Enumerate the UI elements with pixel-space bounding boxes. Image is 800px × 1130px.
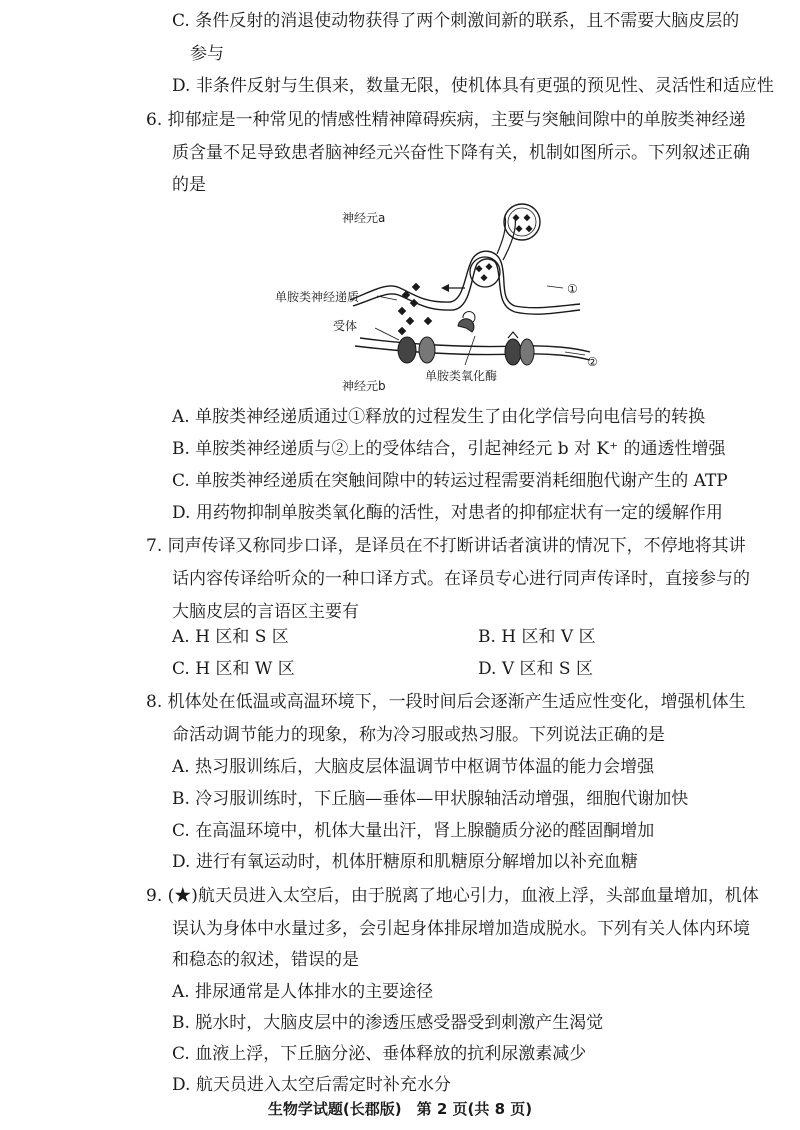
q7-stem-line2: 话内容传译给听众的一种口译方式。在译员专心进行同声传译时，直接参与的: [172, 569, 750, 589]
q9-option-c: C. 血液上浮，下丘脑分泌、垂体释放的抗利尿激素减少: [172, 1044, 587, 1064]
q8-option-b: B. 冷习服训练时，下丘脑—垂体—甲状腺轴活动增强，细胞代谢加快: [172, 789, 689, 809]
q6-option-a: A. 单胺类神经递质通过①释放的过程发生了由化学信号向电信号的转换: [172, 407, 706, 427]
q6-stem-line3: 的是: [172, 175, 206, 195]
q7-option-b: B. H 区和 V 区: [478, 627, 596, 647]
q7-option-c: C. H 区和 W 区: [172, 659, 295, 679]
q6-option-d: D. 用药物抑制单胺类氧化酶的活性，对患者的抑郁症状有一定的缓解作用: [172, 503, 723, 523]
q8-option-a: A. 热习服训练后，大脑皮层体温调节中枢调节体温的能力会增强: [172, 757, 655, 777]
q7-option-a: A. H 区和 S 区: [172, 627, 289, 647]
page-footer: 生物学试题(长郡版) 第 2 页(共 8 页): [267, 1100, 533, 1118]
label-neuron-b: 神经元b: [342, 379, 386, 393]
q7-option-d: D. V 区和 S 区: [478, 659, 593, 679]
q6-option-b: B. 单胺类神经递质与②上的受体结合，引起神经元 b 对 K⁺ 的通透性增强: [172, 439, 726, 459]
q8-stem-line1: 8. 机体处在低温或高温环境下，一段时间后会逐渐产生适应性变化，增强机体生: [146, 692, 746, 712]
q6-stem-line1: 6. 抑郁症是一种常见的情感性精神障碍疾病，主要与突触间隙中的单胺类神经递: [146, 110, 746, 130]
q7-stem-line3: 大脑皮层的言语区主要有: [172, 602, 359, 622]
q9-option-b: B. 脱水时，大脑皮层中的渗透压感受器受到刺激产生渴觉: [172, 1013, 604, 1033]
label-mark-1: ①: [567, 282, 578, 296]
label-enzyme: 单胺类氧化酶: [425, 369, 498, 383]
q7-stem-line1: 7. 同声传译又称同步口译，是译员在不打断讲话者演讲的情况下，不停地将其讲: [146, 536, 746, 556]
label-mark-2: ②: [587, 355, 598, 369]
q8-option-c: C. 在高温环境中，机体大量出汗，肾上腺髓质分泌的醛固酮增加: [172, 821, 655, 841]
q9-option-a: A. 排尿通常是人体排水的主要途径: [172, 982, 434, 1002]
q5-option-c-line1: C. 条件反射的消退使动物获得了两个刺激间新的联系，且不需要大脑皮层的: [172, 11, 740, 31]
q9-stem-line3: 和稳态的叙述，错误的是: [172, 950, 359, 970]
synapse-diagram: [275, 200, 610, 395]
q5-option-d: D. 非条件反射与生俱来，数量无限，使机体具有更强的预见性、灵活性和适应性: [172, 76, 774, 96]
q6-stem-line2: 质含量不足导致患者脑神经元兴奋性下降有关，机制如图所示。下列叙述正确: [172, 143, 750, 163]
q8-stem-line2: 命活动调节能力的现象，称为冷习服或热习服。下列说法正确的是: [172, 725, 665, 745]
q8-option-d: D. 进行有氧运动时，机体肝糖原和肌糖原分解增加以补充血糖: [172, 852, 638, 872]
label-transmitter: 单胺类神经递质: [275, 290, 360, 304]
q9-stem-line1: 9. (★)航天员进入太空后，由于脱离了地心引力，血液上浮，头部血量增加，机体: [146, 886, 759, 906]
q9-option-d: D. 航天员进入太空后需定时补充水分: [172, 1075, 451, 1095]
label-neuron-a: 神经元a: [342, 211, 386, 225]
q6-option-c: C. 单胺类神经递质在突触间隙中的转运过程需要消耗细胞代谢产生的 ATP: [172, 471, 728, 491]
q5-option-c-line2: 参与: [190, 44, 224, 64]
q9-stem-line2: 误认为身体中水量过多，会引起身体排尿增加造成脱水。下列有关人体内环境: [172, 919, 750, 939]
label-receptor: 受体: [333, 319, 358, 333]
